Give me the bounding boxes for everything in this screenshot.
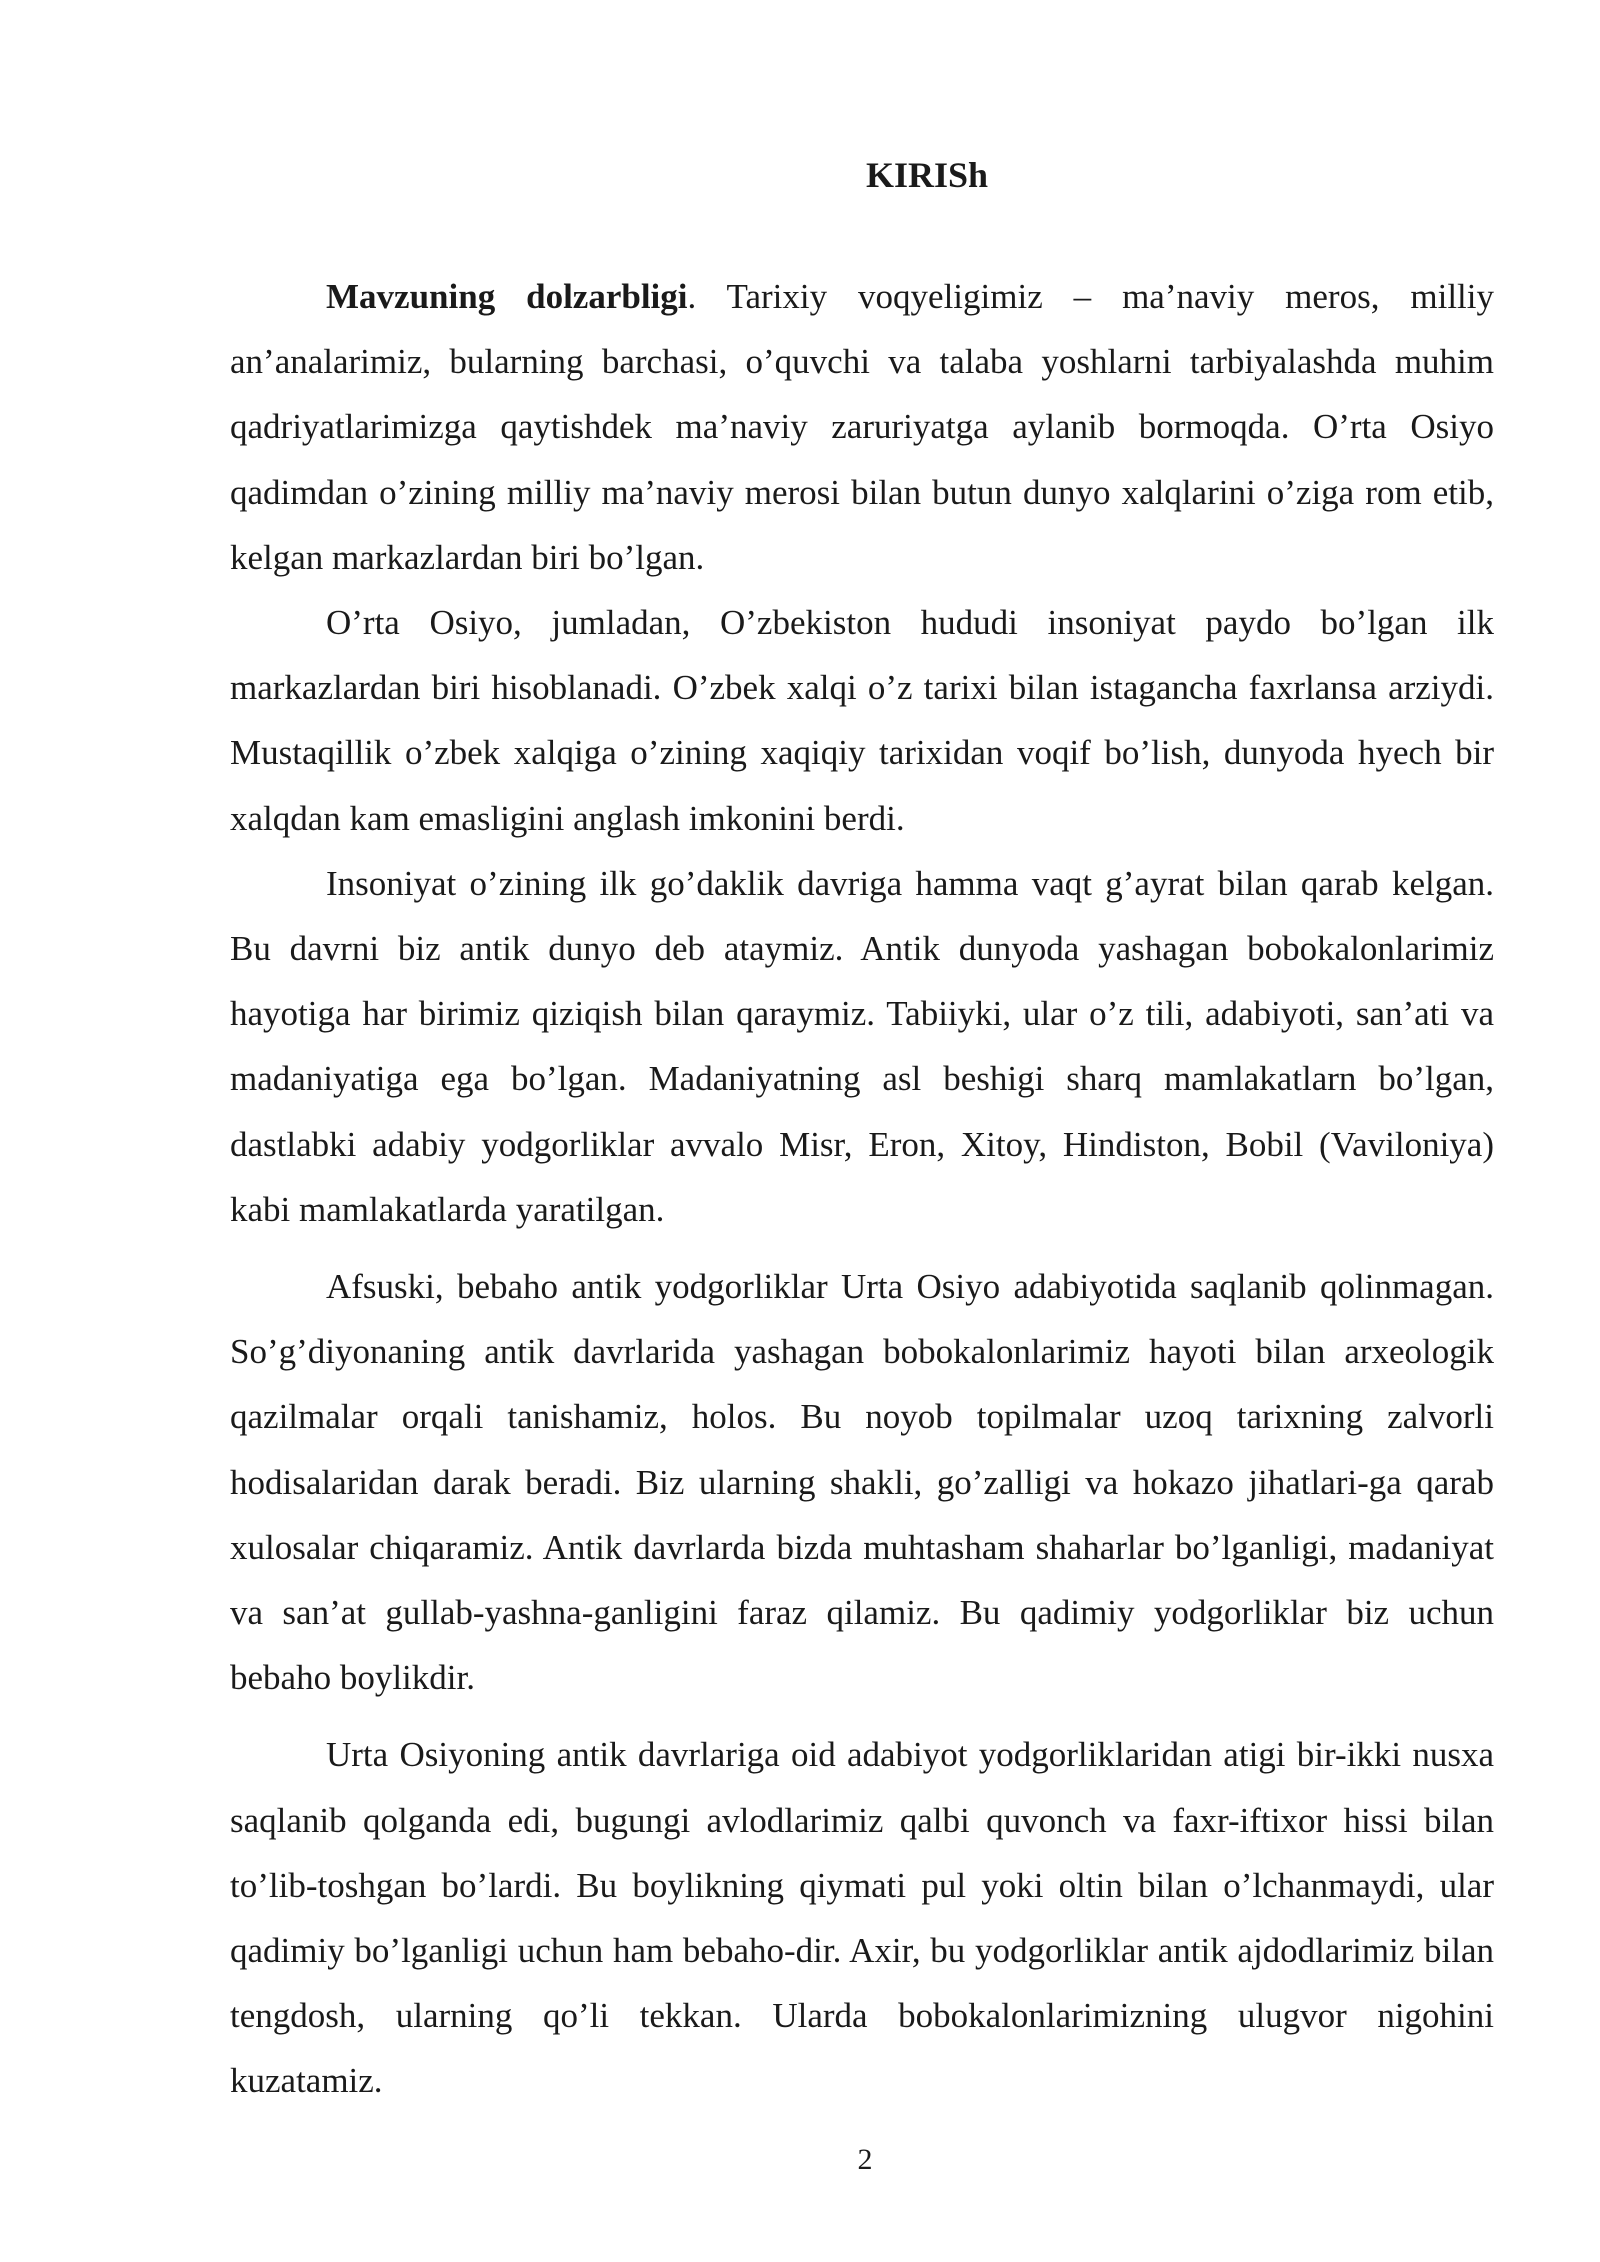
paragraph-relevance: [230, 264, 1494, 590]
paragraph-text: . Tarixiy voqyeligimiz – ma’naviy meros, milliy an’analarimiz, bularning barchasi, o’quvchi va talaba yoshlarni tarbiyalashda muhim qadriyatlarimizga qaytishdek ma’naviy zaruriyatga aylanib bormoqda. O’rta Osiyo qadimdan o’zining milliy ma’naviy merosi bilan butun dunyo xalqlarini o’ziga rom etib, kelgan markazlardan biri bo’lgan.: [230, 277, 1494, 577]
paragraph-central-asia: O’rta Osiyo, jumladan, O’zbekiston hududi insoniyat paydo bo’lgan ilk markazlardan biri hisoblanadi. O’zbek xalqi o’z tarixi bilan istagancha faxrlansa arziydi. Mustaqillik o’zbek xalqiga o’zining xaqiqiy tarixidan voqif bo’lish, dunyoda hyech bir xalqdan kam emasligini anglash imkonini berdi.: [230, 603, 1494, 838]
section-heading: KIRISh: [865, 155, 989, 195]
page-number: 2: [857, 2143, 873, 2176]
paragraph-heritage: Urta Osiyoning antik davrlariga oid adabiyot yodgorliklaridan atigi bir-ikki nusxa saqlanib qolganda edi, bugungi avlodlarimiz qalbi quvonch va faxr-iftixor hissi bilan to’lib-toshgan bo’lardi. Bu boylikning qiymati pul yoki oltin bilan o’lchanmaydi, ular qadimiy bo’lganligi uchun ham bebaho-dir. Axir, bu yodgorliklar antik ajdodlarimiz bilan tengdosh, ularning qo’li tekkan. Ularda bobokalonlarimizning ulugvor nigohini kuzatamiz.: [230, 1735, 1494, 2101]
paragraph-lead-term: Mavzuning dolzarbligi: [326, 277, 688, 316]
paragraph-antiquity: Insoniyat o’zining ilk go’daklik davriga hamma vaqt g’ayrat bilan qarab kelgan. Bu davrni biz antik dunyo deb ataymiz. Antik dunyoda yashagan bobokalonlarimiz hayotiga har birimiz qiziqish bilan qaraymiz. Tabiiyki, ular o’z tili, adabiyoti, san’ati va madaniyatiga ega bo’lgan. Madaniyatning asl beshigi sharq mamlakatlarn bo’lgan, dastlabki adabiy yodgorliklar avvalo Misr, Eron, Xitoy, Hindiston, Bobil (Vaviloniya) kabi mamlakatlarda yaratilgan.: [230, 863, 1494, 1229]
paragraph-monuments: Afsuski, bebaho antik yodgorliklar Urta Osiyo adabiyotida saqlanib qolinmagan. So’g’diyonaning antik davrlarida yashagan bobokalonlarimiz hayoti bilan arxeologik qazilmalar orqali tanishamiz, holos. Bu noyob topilmalar uzoq tarixning zalvorli hodisalaridan darak beradi. Biz ularning shakli, go’zalligi va hokazo jihatlari-ga qarab xulosalar chiqaramiz. Antik davrlarda bizda muhtasham shaharlar bo’lganligi, madaniyat va san’at gullab-yashna-ganligini faraz qilamiz. Bu qadimiy yodgorliklar biz uchun bebaho boylikdir.: [230, 1267, 1494, 1698]
document-page: [230, 148, 1494, 2114]
